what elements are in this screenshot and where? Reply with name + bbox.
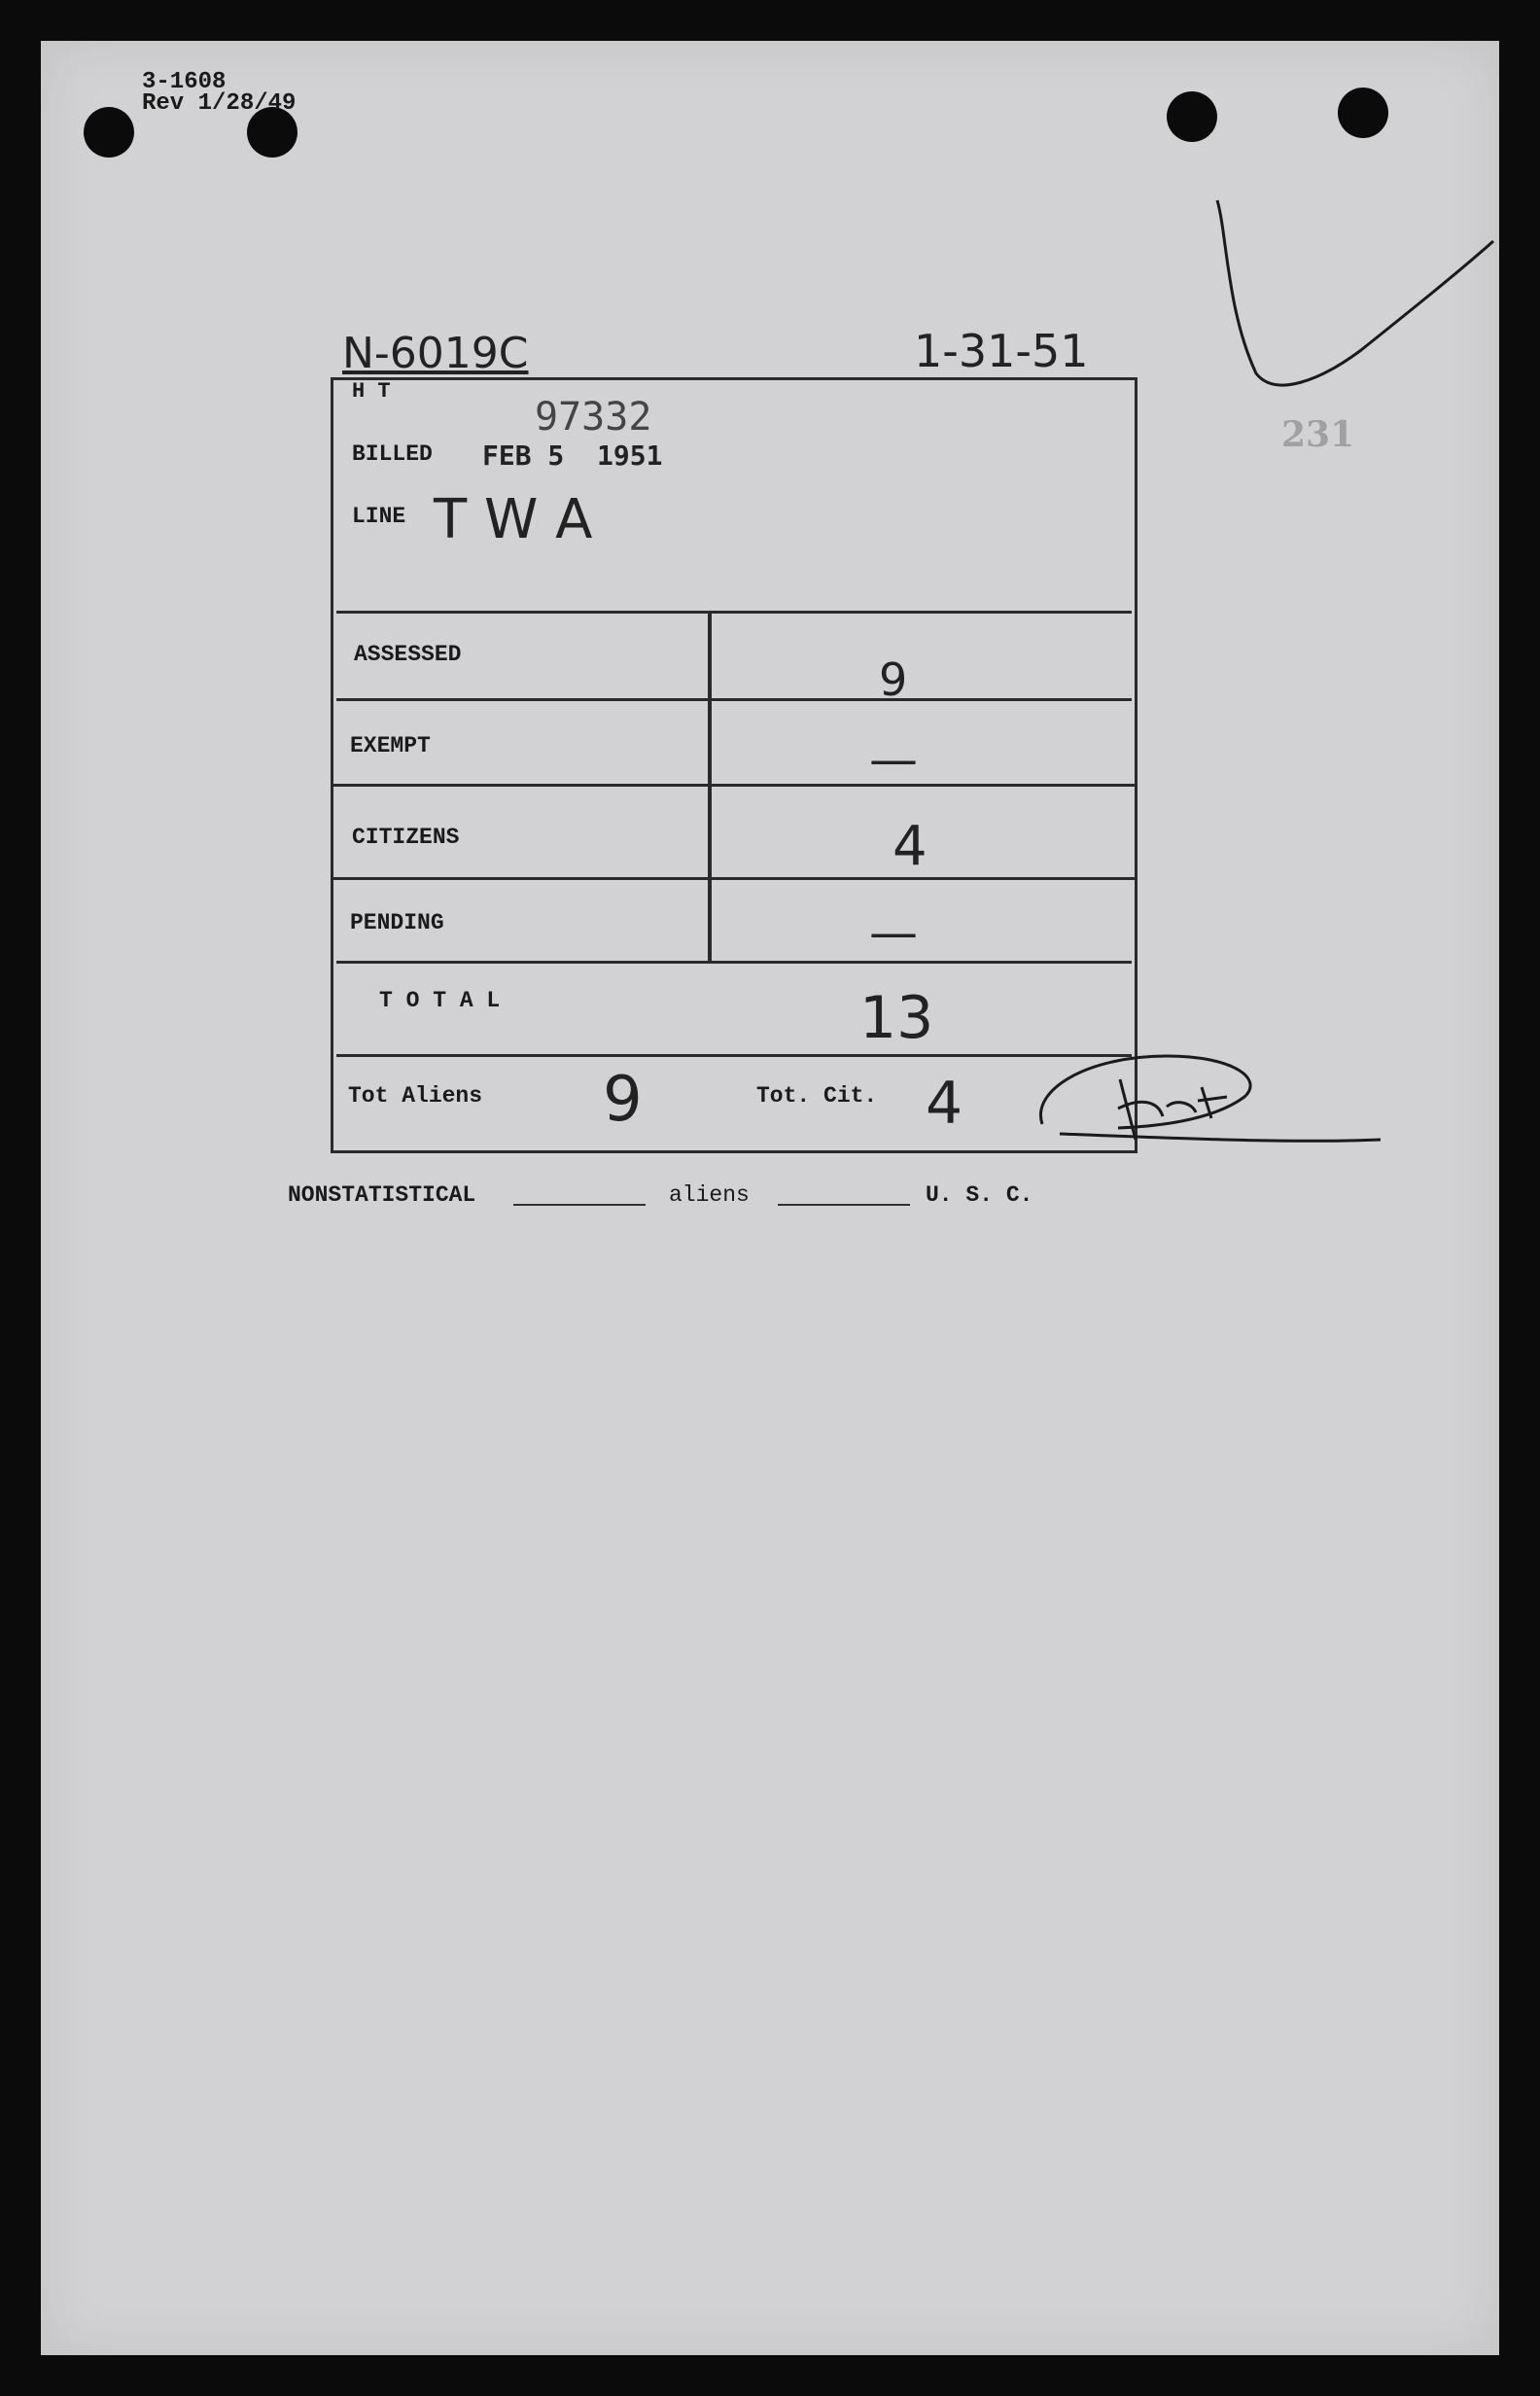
page-number: 231 — [1281, 414, 1355, 455]
usc-label: U. S. C. — [926, 1182, 1033, 1208]
total-citizens-value: 4 — [926, 1070, 963, 1138]
assessed-value: 9 — [879, 653, 908, 706]
line-value: T W A — [434, 488, 593, 551]
manifest-date: 1-31-51 — [914, 325, 1089, 377]
aliens-word: aliens — [669, 1182, 750, 1208]
form-revision: Rev 1/28/49 — [142, 90, 297, 117]
citizens-label: CITIZENS — [352, 825, 460, 850]
exempt-label: EXEMPT — [350, 733, 431, 758]
check-mark — [1217, 200, 1493, 385]
pending-label: PENDING — [350, 910, 444, 935]
manifest-number: N-6019C — [342, 329, 529, 378]
initials-signature — [1040, 1056, 1381, 1141]
citizens-value: 4 — [892, 815, 928, 878]
form-code: 3-1608 — [142, 69, 227, 95]
total-label: T O T A L — [379, 988, 501, 1013]
total-citizens-label: Tot. Cit. — [756, 1083, 878, 1109]
ht-label: H T — [352, 379, 391, 404]
exempt-value: — — [869, 731, 918, 788]
line-label: LINE — [352, 504, 406, 529]
nonstatistical-label: NONSTATISTICAL — [288, 1182, 476, 1208]
total-aliens-label: Tot Aliens — [348, 1083, 483, 1109]
billed-label: BILLED — [352, 441, 433, 467]
pending-value: — — [869, 904, 918, 961]
billed-date: FEB 5 1951 — [482, 440, 663, 472]
serial-number: 97332 — [535, 395, 652, 440]
total-value: 13 — [859, 984, 934, 1052]
assessed-label: ASSESSED — [354, 642, 462, 667]
total-aliens-value: 9 — [603, 1064, 643, 1136]
